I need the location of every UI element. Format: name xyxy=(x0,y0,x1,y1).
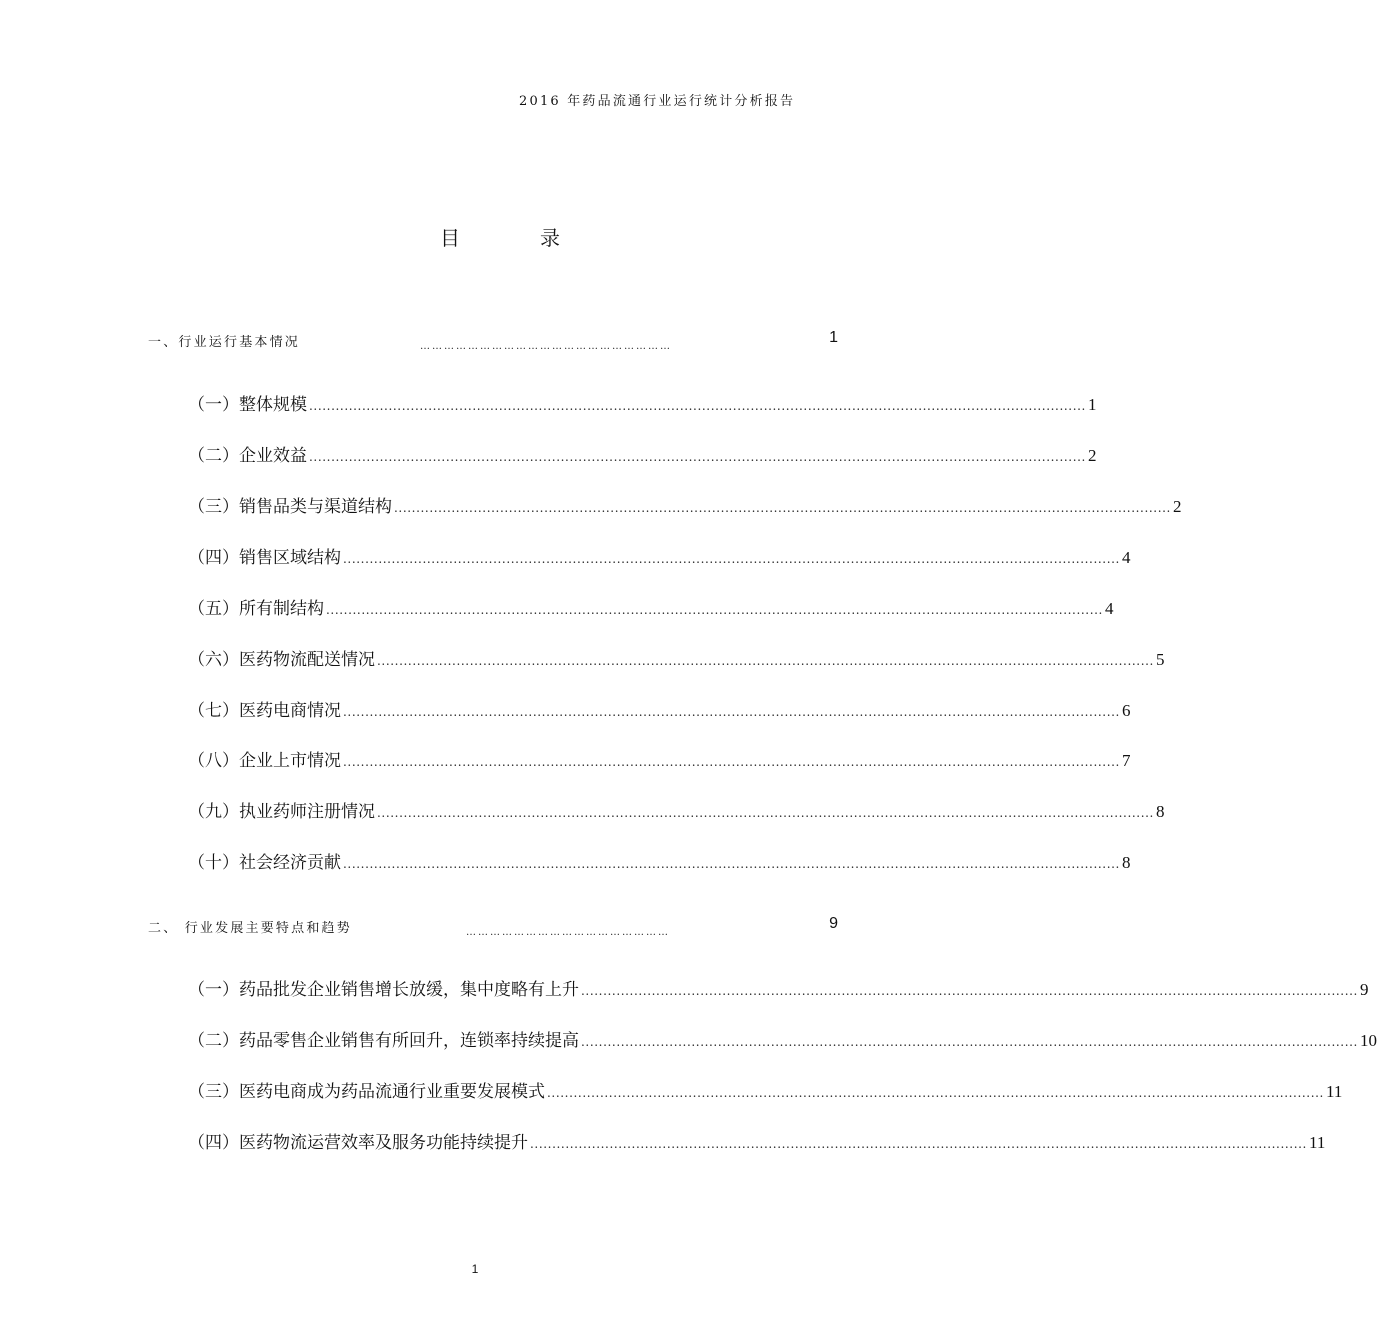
toc-entry-page: 8 xyxy=(1155,802,1165,821)
toc-entry-label: （四）医药物流运营效率及服务功能持续提升 xyxy=(188,1133,528,1153)
toc-entry-label: （一）整体规模 xyxy=(188,395,307,415)
toc-entry-label: （二）药品零售企业销售有所回升，连锁率持续提高 xyxy=(188,1031,579,1051)
toc-entry-1-2[interactable] xyxy=(188,441,1097,466)
toc-entry-page: 1 xyxy=(1087,395,1097,414)
toc-title-char-left: 目 xyxy=(440,226,460,250)
toc-title-char-right: 录 xyxy=(540,226,560,250)
toc-entry-dots: ................................................................................................................................................................................ xyxy=(377,806,1154,820)
toc-entry-label: （一）药品批发企业销售增长放缓，集中度略有上升 xyxy=(188,980,579,1000)
toc-section-2[interactable] xyxy=(148,917,838,949)
toc-entry-label: （二）企业效益 xyxy=(188,446,307,466)
toc-entry-label: （九）执业药师注册情况 xyxy=(188,802,375,822)
toc-entry-page: 11 xyxy=(1308,1133,1326,1152)
toc-section-1[interactable] xyxy=(148,331,838,363)
toc-entry-2-1[interactable] xyxy=(188,975,1369,1000)
toc-section-leader: …………………………………………… xyxy=(466,927,670,938)
toc-entry-dots: ................................................................................................................................................................................ xyxy=(343,552,1120,566)
toc-entry-dots: ................................................................................................................................................................................ xyxy=(377,654,1154,668)
toc-entry-label: （七）医药电商情况 xyxy=(188,701,341,721)
toc-entry-page: 4 xyxy=(1104,599,1114,618)
toc-entry-dots: ................................................................................................................................................................................ xyxy=(547,1086,1324,1100)
toc-entry-1-3[interactable] xyxy=(188,492,1182,517)
toc-section-label: 二、 行业发展主要特点和趋势 xyxy=(148,921,352,936)
toc-section-page: 9 xyxy=(829,915,838,932)
toc-entry-page: 8 xyxy=(1121,853,1131,872)
toc-title xyxy=(440,222,560,251)
toc-entry-1-4[interactable] xyxy=(188,543,1131,568)
toc-entry-2-4[interactable] xyxy=(188,1128,1326,1153)
page-number: 1 xyxy=(471,1262,479,1276)
toc-entry-1-6[interactable] xyxy=(188,645,1165,670)
toc-entry-1-1[interactable] xyxy=(188,390,1097,415)
toc-entry-1-7[interactable] xyxy=(188,696,1131,721)
toc-entry-page: 10 xyxy=(1359,1031,1377,1050)
toc-entry-2-3[interactable] xyxy=(188,1077,1343,1102)
toc-entry-dots: ................................................................................................................................................................................ xyxy=(394,501,1171,515)
toc-entry-dots: ................................................................................................................................................................................ xyxy=(343,755,1120,769)
toc-entry-1-5[interactable] xyxy=(188,594,1114,619)
toc-entry-page: 2 xyxy=(1087,446,1097,465)
toc-entry-label: （四）销售区域结构 xyxy=(188,548,341,568)
toc-section-leader: ……………………………………………………… xyxy=(420,341,672,352)
toc-entry-label: （十）社会经济贡献 xyxy=(188,853,341,873)
toc-entry-page: 11 xyxy=(1325,1082,1343,1101)
toc-entry-dots: ................................................................................................................................................................................ xyxy=(309,450,1086,464)
toc-entry-dots: ................................................................................................................................................................................ xyxy=(581,1035,1358,1049)
toc-entry-label: （三）医药电商成为药品流通行业重要发展模式 xyxy=(188,1082,545,1102)
toc-section-label: 一、行业运行基本情况 xyxy=(148,335,301,350)
toc-entry-page: 5 xyxy=(1155,650,1165,669)
toc-entry-1-9[interactable] xyxy=(188,797,1165,822)
toc-entry-label: （六）医药物流配送情况 xyxy=(188,650,375,670)
toc-entry-dots: ................................................................................................................................................................................ xyxy=(309,399,1086,413)
toc-entry-dots: ................................................................................................................................................................................ xyxy=(530,1137,1307,1151)
toc-entry-dots: ................................................................................................................................................................................ xyxy=(581,984,1358,998)
toc-entry-2-2[interactable] xyxy=(188,1026,1377,1051)
toc-entry-page: 7 xyxy=(1121,751,1131,770)
toc-entry-label: （八）企业上市情况 xyxy=(188,751,341,771)
toc-entry-1-8[interactable] xyxy=(188,746,1131,771)
toc-entry-dots: ................................................................................................................................................................................ xyxy=(343,857,1120,871)
toc-entry-1-10[interactable] xyxy=(188,848,1131,873)
toc-section-page: 1 xyxy=(829,329,838,346)
toc-entry-page: 6 xyxy=(1121,701,1131,720)
toc-entry-label: （五）所有制结构 xyxy=(188,599,324,619)
toc-entry-dots: ................................................................................................................................................................................ xyxy=(343,705,1120,719)
toc-entry-page: 9 xyxy=(1359,980,1369,999)
document-header-title: 2016 年药品流通行业运行统计分析报告 xyxy=(519,94,796,109)
toc-entry-label: （三）销售品类与渠道结构 xyxy=(188,497,392,517)
toc-entry-page: 2 xyxy=(1172,497,1182,516)
toc-entry-page: 4 xyxy=(1121,548,1131,567)
toc-entry-dots: ................................................................................................................................................................................ xyxy=(326,603,1103,617)
